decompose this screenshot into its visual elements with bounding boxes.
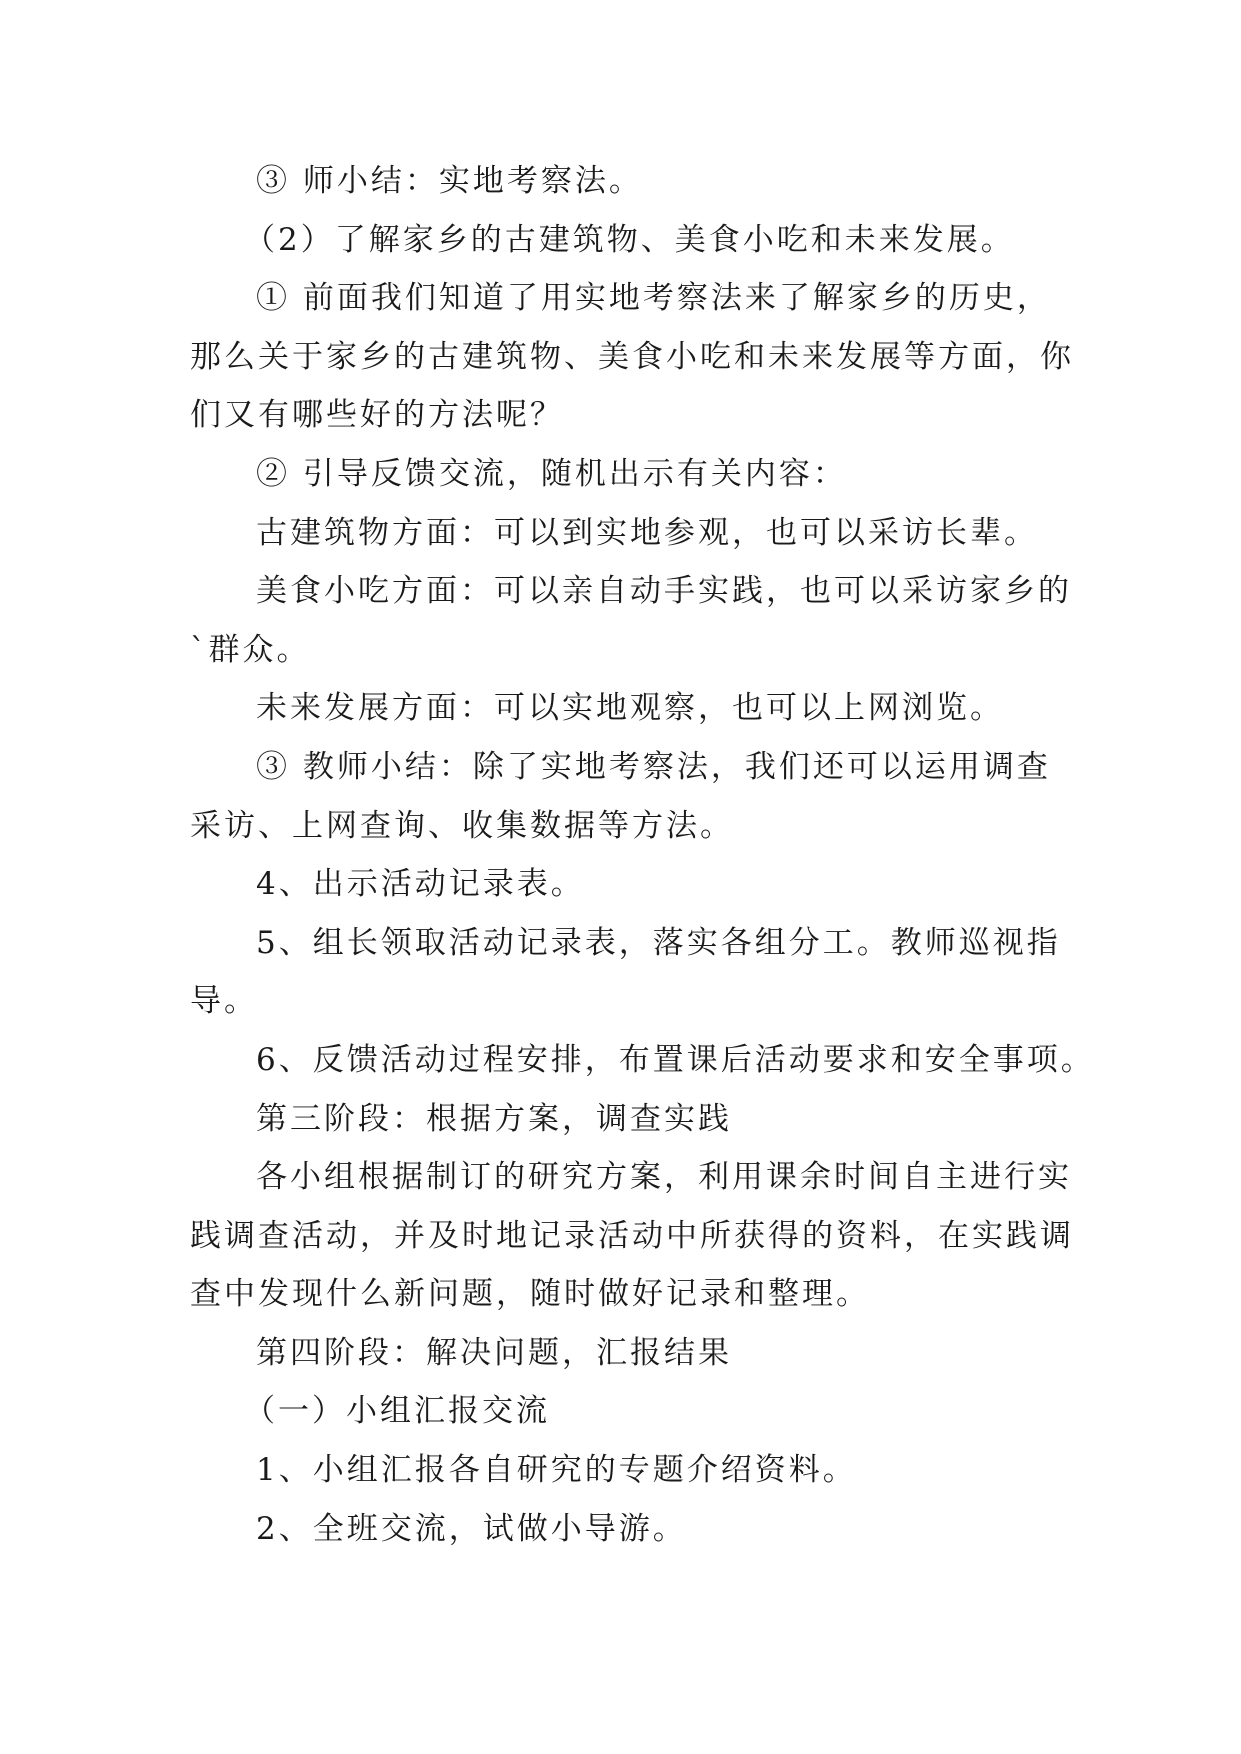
paragraph-line: 各小组根据制订的研究方案，利用课余时间自主进行实 [256, 1159, 1072, 1196]
paragraph-line: ① 前面我们知道了用实地考察法来了解家乡的历史， [256, 280, 1051, 317]
paragraph-line: ② 引导反馈交流，随机出示有关内容： [256, 455, 847, 492]
paragraph-line: 6、反馈活动过程安排，布置课后活动要求和安全事项。 [256, 1041, 1095, 1078]
paragraph-line: 1、小组汇报各自研究的专题介绍资料。 [256, 1452, 857, 1489]
document-body [190, 152, 1095, 1558]
paragraph-line: 们又有哪些好的方法呢？ [190, 397, 564, 434]
paragraph-line: 查中发现什么新问题，随时做好记录和整理。 [190, 1276, 870, 1313]
paragraph-line: 5、组长领取活动记录表，落实各组分工。教师巡视指 [256, 924, 1061, 961]
section-heading: 第四阶段：解决问题，汇报结果 [256, 1334, 732, 1371]
section-heading: 第三阶段：根据方案，调查实践 [256, 1100, 732, 1137]
paragraph-line: 未来发展方面：可以实地观察，也可以上网浏览。 [256, 690, 1004, 727]
paragraph-line: 采访、上网查询、收集数据等方法。 [190, 807, 734, 844]
paragraph-line: 践调查活动，并及时地记录活动中所获得的资料，在实践调 [190, 1217, 1074, 1254]
subsection-heading: （一）小组汇报交流 [244, 1393, 550, 1430]
paragraph-line: 导。 [190, 983, 258, 1020]
paragraph-line: ③ 师小结：实地考察法。 [256, 163, 643, 199]
paragraph-line: ③ 教师小结：除了实地考察法，我们还可以运用调查 [256, 748, 1051, 785]
paragraph-line: 那么关于家乡的古建筑物、美食小吃和未来发展等方面，你 [190, 338, 1074, 375]
paragraph-line: 古建筑物方面：可以到实地参观，也可以采访长辈。 [256, 514, 1038, 551]
paragraph-line: （2）了解家乡的古建筑物、美食小吃和未来发展。 [244, 221, 1015, 258]
paragraph-line: 2、全班交流，试做小导游。 [256, 1510, 687, 1547]
paragraph-line: `群众。 [190, 631, 311, 668]
paragraph-line: 美食小吃方面：可以亲自动手实践，也可以采访家乡的 [256, 573, 1072, 610]
paragraph-line: 4、出示活动记录表。 [256, 866, 585, 903]
